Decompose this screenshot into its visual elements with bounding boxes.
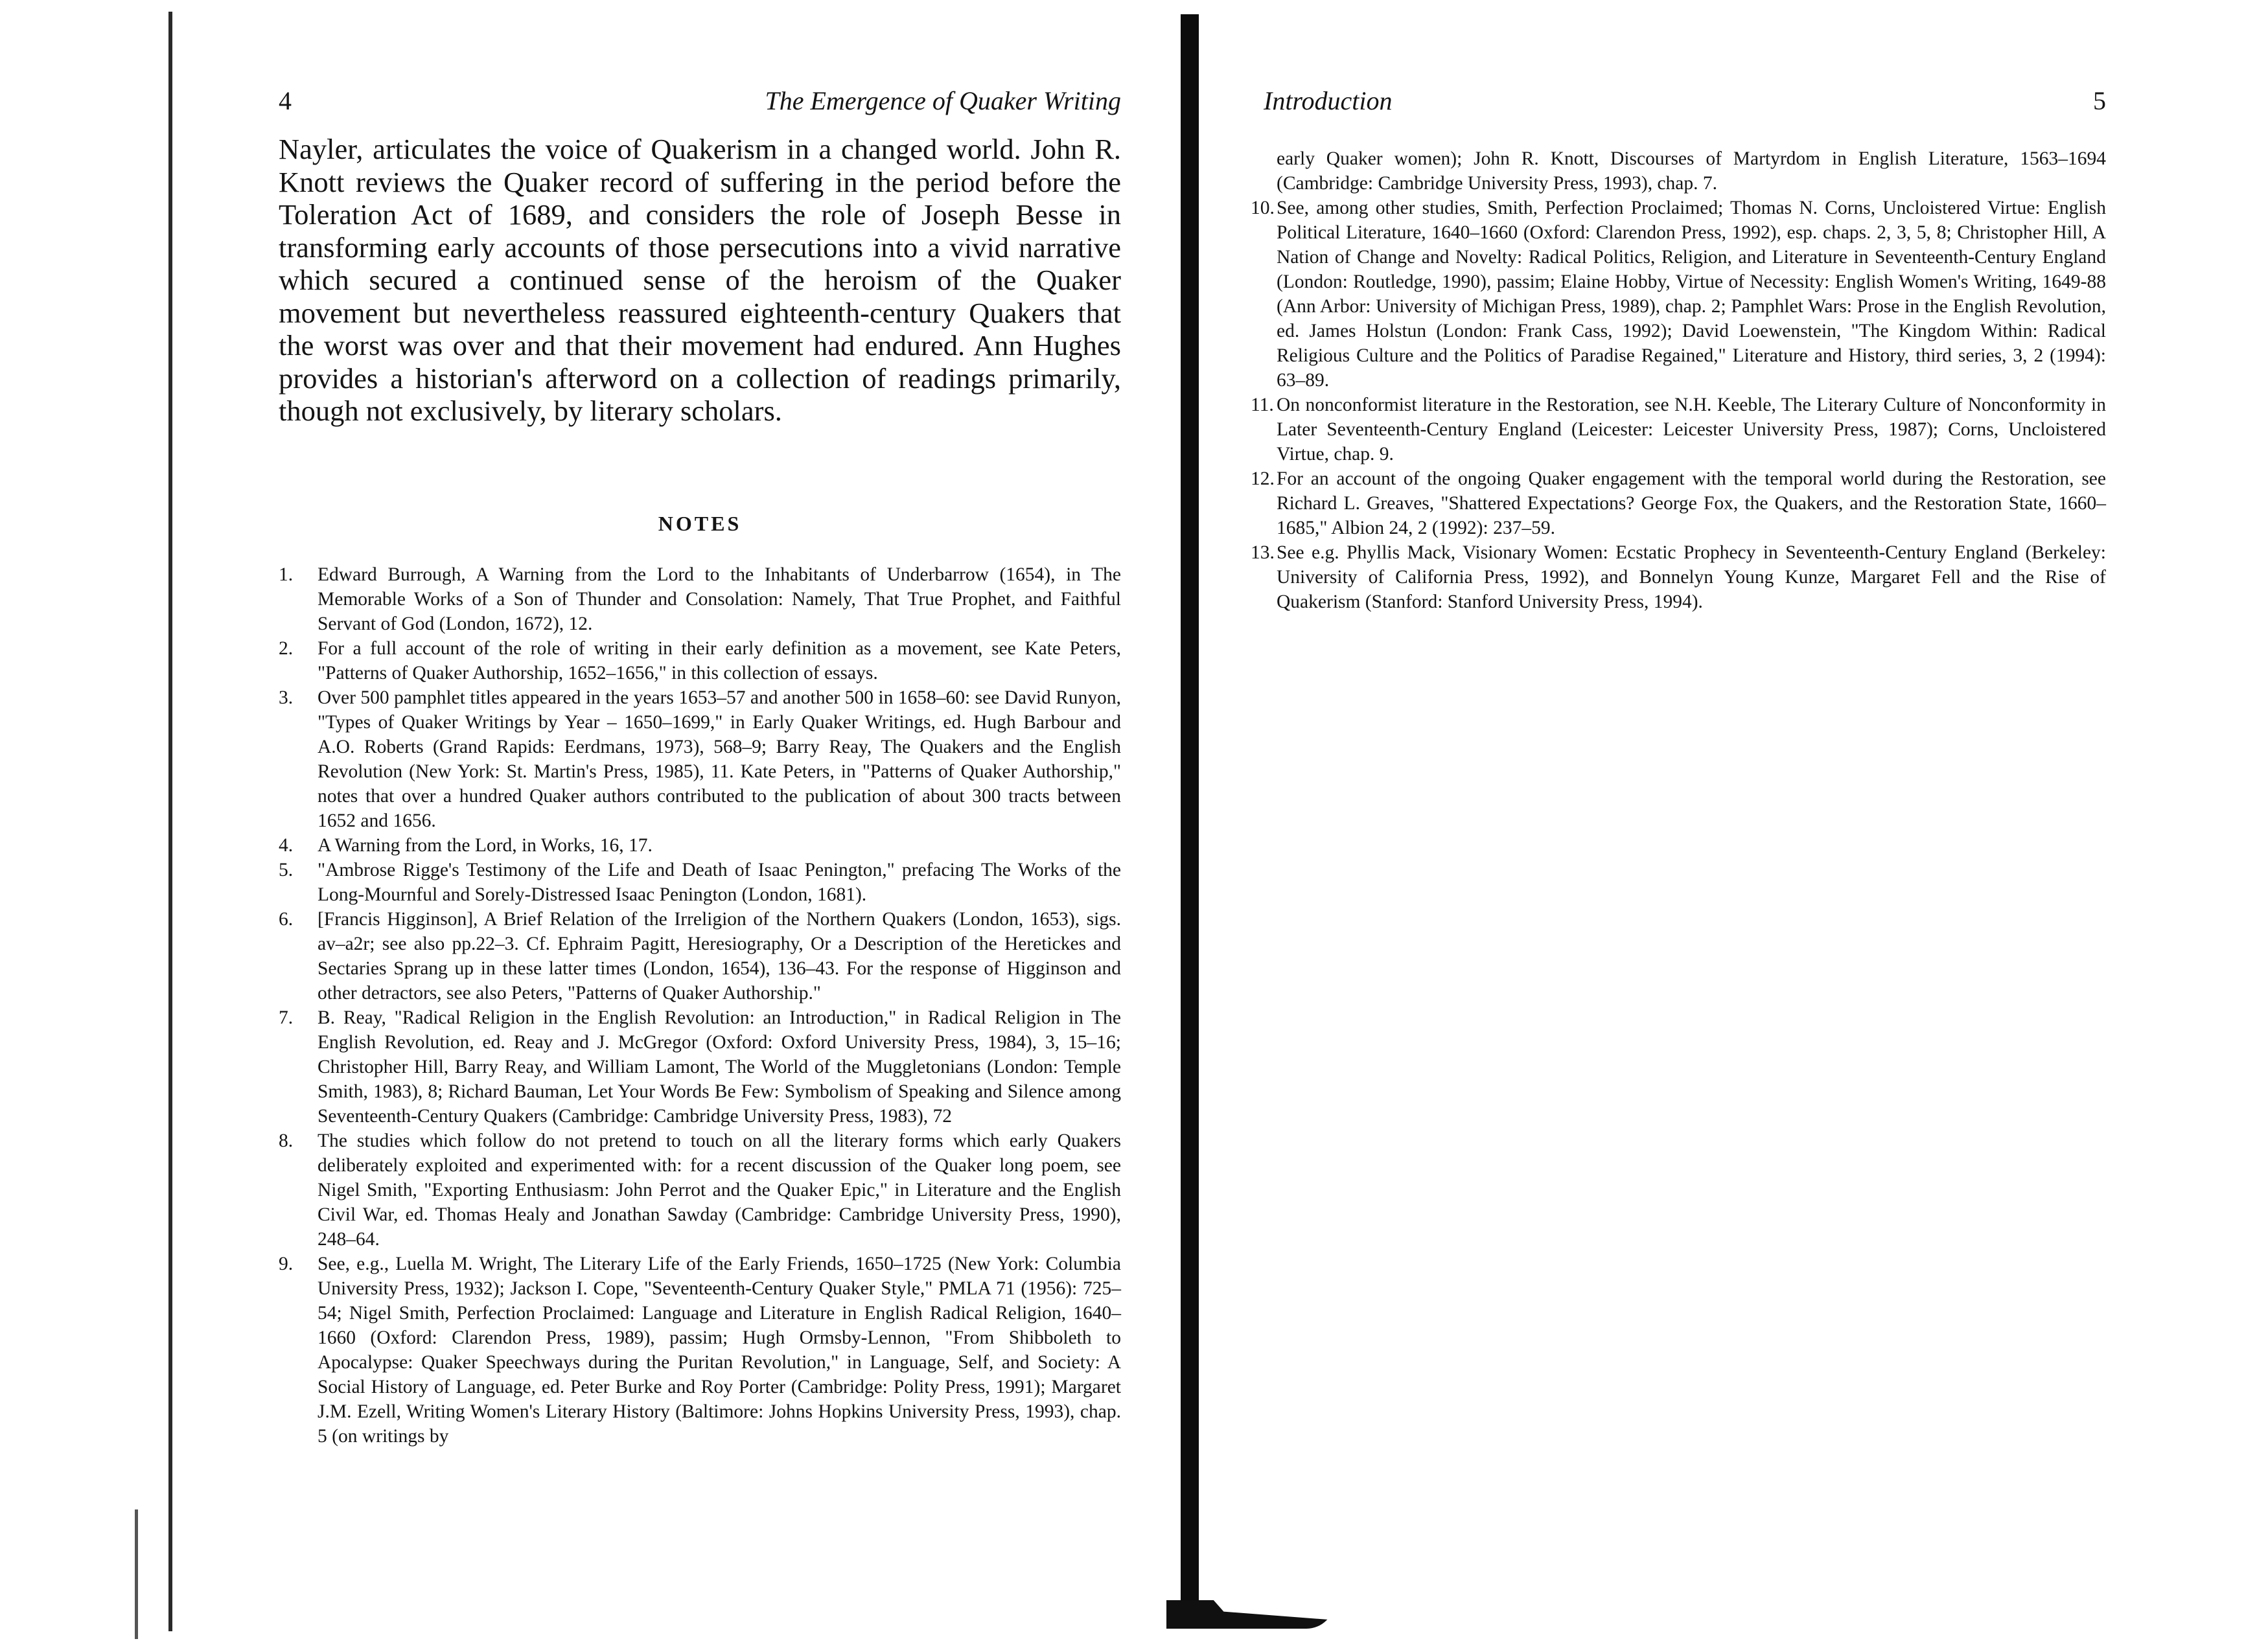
body-paragraph: Nayler, articulates the voice of Quakerism in a changed world. John R. Knott reviews the Quaker record of suffering in the period before the Toleration Act of 1689, and considers the role of Joseph Besse in transforming early accounts of those persecutions into a vivid narrative which secured a continued sense of the heroism of the Quaker movement but nevertheless reassured eighteenth-century Quakers that the worst was over and that their movement had endured. Ann Hughes provides a historian's afterword on a collection of readings primarily, though not exclusively, by literary scholars. bbox=[279, 133, 1121, 427]
note-item bbox=[279, 685, 1121, 833]
note-text: Over 500 pamphlet titles appeared in the years 1653–57 and another 500 in 1658–60: see David Runyon, "Types of Quaker Writings by Year – 1650–1699," in Early Quaker Writings, ed. Hugh Barbour and A.O. Roberts (Grand Rapids: Eerdmans, 1973), 568–9; Barry Reay, The Quakers and the English Revolution (New York: St. Martin's Press, 1985), 11. Kate Peters, in "Patterns of Quaker Authorship," notes that over a hundred Quaker authors contributed to the publication of about 300 tracts between 1652 and 1656. bbox=[318, 687, 1121, 831]
note-number: 5. bbox=[279, 860, 294, 880]
book-spine-foot bbox=[1166, 1600, 1335, 1629]
note-item bbox=[279, 858, 1121, 907]
notes-list-left bbox=[279, 562, 1121, 1449]
note-number: 6. bbox=[279, 909, 294, 930]
note-item bbox=[1251, 540, 2106, 614]
note-text: For a full account of the role of writing in their early definition as a movement, see Kate Peters, "Patterns of Quaker Authorship, 1652–1656," in this collection of essays. bbox=[318, 638, 1121, 683]
note-text: Edward Burrough, A Warning from the Lord to the Inhabitants of Underbarrow (1654), in The Memorable Works of a Son of Thunder and Consolation: Namely, That True Prophet, and Faithful Servant of God (London, 1672), 12. bbox=[318, 564, 1121, 634]
right-running-head bbox=[1264, 86, 2106, 124]
note-item bbox=[1251, 466, 2106, 540]
running-title: Introduction bbox=[1264, 86, 1393, 115]
note-text: See e.g. Phyllis Mack, Visionary Women: Ecstatic Prophecy in Seventeenth-Century England (Berkeley: University of California Press, 1992), and Bonnelyn Young Kunze, Margaret Fell and the Rise of Quakerism (Stanford: Stanford University Press, 1994). bbox=[1277, 542, 2106, 612]
note-text: early Quaker women); John R. Knott, Discourses of Martyrdom in English Literature, 1563–1694 (Cambridge: Cambridge University Press, 1993), chap. 7. bbox=[1277, 148, 2106, 194]
note-number: 3. bbox=[279, 687, 294, 708]
note-number: 10. bbox=[1251, 198, 1275, 218]
note-item bbox=[279, 907, 1121, 1005]
left-page-edge-shadow-lower bbox=[135, 1509, 138, 1639]
note-number: 13. bbox=[1251, 542, 1275, 563]
note-item bbox=[279, 636, 1121, 685]
note-text: For an account of the ongoing Quaker engagement with the temporal world during the Restoration, see Richard L. Greaves, "Shattered Expectations? George Fox, the Quakers, and the Restoration State, 1660–1685," Albion 24, 2 (1992): 237–59. bbox=[1277, 468, 2106, 538]
note-text: On nonconformist literature in the Restoration, see N.H. Keeble, The Literary Culture of Nonconformity in Later Seventeenth-Century England (Leicester: Leicester University Press, 1987); Corns, Uncloistered Virtue, chap. 9. bbox=[1277, 395, 2106, 465]
note-item bbox=[1251, 393, 2106, 466]
left-page-edge-shadow bbox=[168, 12, 172, 1631]
note-number: 9. bbox=[279, 1254, 294, 1274]
note-text: See, among other studies, Smith, Perfection Proclaimed; Thomas N. Corns, Uncloistered Virtue: English Political Literature, 1640–1660 (Oxford: Clarendon Press, 1992), esp. chaps. 2, 3, 5, 8; Christopher Hill, A Nation of Change and Novelty: Radical Politics, Religion, and Literature in Seventeenth-Century England (London: Routledge, 1990), passim; Elaine Hobby, Virtue of Necessity: English Women's Writing, 1649-88 (Ann Arbor: University of Michigan Press, 1989), chap. 2; Pamphlet Wars: Prose in the English Revolution, ed. James Holstun (London: Frank Cass, 1992); David Loewenstein, "The Kingdom Within: Radical Religious Culture and the Politics of Paradise Regained," Literature and History, third series, 3, 2 (1994): 63–89. bbox=[1277, 198, 2106, 391]
note-number: 4. bbox=[279, 835, 294, 856]
note-number: 7. bbox=[279, 1007, 294, 1028]
note-item bbox=[279, 1129, 1121, 1252]
note-number: 11. bbox=[1251, 395, 1274, 415]
running-title: The Emergence of Quaker Writing bbox=[765, 86, 1121, 115]
note-item bbox=[279, 1252, 1121, 1449]
note-item bbox=[279, 1005, 1121, 1129]
note-text: See, e.g., Luella M. Wright, The Literary Life of the Early Friends, 1650–1725 (New York: Columbia University Press, 1932); Jackson I. Cope, "Seventeenth-Century Quaker Style," PMLA 71 (1956): 725–54; Nigel Smith, Perfection Proclaimed: Language and Literature in English Radical Religion, 1640–1660 (Oxford: Clarendon Press, 1989), passim; Hugh Ormsby-Lennon, "From Shibboleth to Apocalypse: Quaker Speechways during the Puritan Revolution," in Language, Self, and Society: A Social History of Language, ed. Peter Burke and Roy Porter (Cambridge: Polity Press, 1991); Margaret J.M. Ezell, Writing Women's Literary History (Baltimore: Johns Hopkins University Press, 1993), chap. 5 (on writings by bbox=[318, 1254, 1121, 1447]
notes-heading: NOTES bbox=[658, 512, 742, 535]
note-item bbox=[279, 833, 1121, 858]
note-item-continued bbox=[1251, 146, 2106, 196]
note-number: 1. bbox=[279, 564, 294, 585]
notes-list-right bbox=[1251, 146, 2106, 614]
note-number: 2. bbox=[279, 638, 294, 659]
note-text: [Francis Higginson], A Brief Relation of the Irreligion of the Northern Quakers (London, 1653), sigs. av–a2r; see also pp.22–3. Cf. Ephraim Pagitt, Heresiography, Or a Description of the Heretickes and Sectaries Sprang up in these latter times (London, 1654), 136–43. For the response of Higginson and other detractors, see also Peters, "Patterns of Quaker Authorship." bbox=[318, 909, 1121, 1004]
note-text: B. Reay, "Radical Religion in the English Revolution: an Introduction," in Radical Religion in The English Revolution, ed. Reay and J. McGregor (Oxford: Oxford University Press, 1984), 3, 15–16; Christopher Hill, Barry Reay, and William Lamont, The World of the Muggletonians (London: Temple Smith, 1983), 8; Richard Bauman, Let Your Words Be Few: Symbolism of Speaking and Silence among Seventeenth-Century Quakers (Cambridge: Cambridge University Press, 1983), 72 bbox=[318, 1007, 1121, 1127]
note-number: 8. bbox=[279, 1130, 294, 1151]
note-item bbox=[1251, 196, 2106, 393]
note-number: 12. bbox=[1251, 468, 1275, 489]
left-running-head bbox=[279, 86, 1121, 124]
note-text: A Warning from the Lord, in Works, 16, 17. bbox=[318, 835, 653, 856]
page-number: 5 bbox=[2093, 86, 2106, 115]
page-number: 4 bbox=[279, 86, 292, 115]
note-text: "Ambrose Rigge's Testimony of the Life and Death of Isaac Penington," prefacing The Works of the Long-Mournful and Sorely-Distressed Isaac Penington (London, 1681). bbox=[318, 860, 1121, 905]
book-spine-gutter bbox=[1181, 14, 1199, 1614]
note-item bbox=[279, 562, 1121, 636]
note-text: The studies which follow do not pretend to touch on all the literary forms which early Quakers deliberately exploited and experimented with: for a recent discussion of the Quaker long poem, see Nigel Smith, "Exporting Enthusiasm: John Perrot and the Quaker Epic," in Literature and the English Civil War, ed. Thomas Healy and Jonathan Sawday (Cambridge: Cambridge University Press, 1990), 248–64. bbox=[318, 1130, 1121, 1250]
